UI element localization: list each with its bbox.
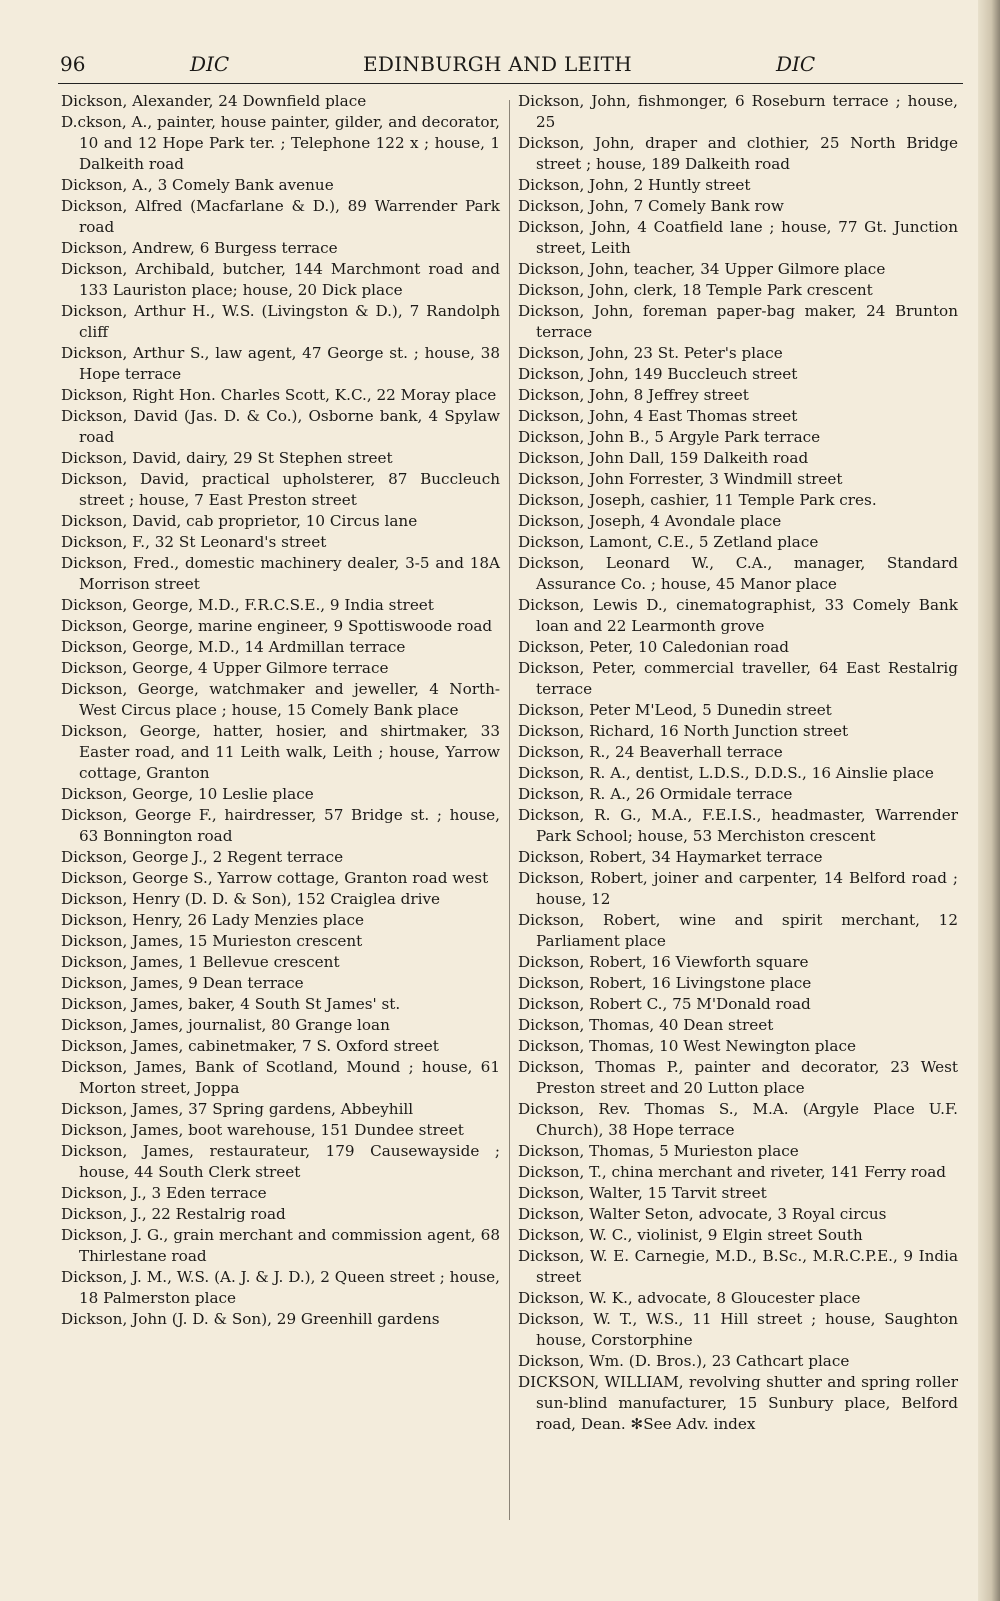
column-divider <box>509 100 510 1520</box>
directory-entry: Dickson, Alfred (Macfarlane & D.), 89 Warrender Park road <box>61 197 500 236</box>
directory-entry: Dickson, Joseph, cashier, 11 Temple Park cres. <box>518 491 877 509</box>
directory-entry: Dickson, James, 37 Spring gardens, Abbeyhill <box>61 1100 414 1118</box>
directory-entry: Dickson, Robert, 34 Haymarket terrace <box>518 848 823 866</box>
directory-entry: Dickson, John Forrester, 3 Windmill street <box>518 470 843 488</box>
directory-entry: Dickson, W. K., advocate, 8 Gloucester place <box>518 1289 861 1307</box>
directory-entry: Dickson, Alexander, 24 Downfield place <box>61 92 367 110</box>
directory-entry: Dickson, John, 149 Buccleuch street <box>518 365 798 383</box>
header-rule <box>58 83 963 84</box>
directory-entry: Dickson, Arthur H., W.S. (Livingston & D.), 7 Randolph cliff <box>61 302 500 341</box>
page-header <box>58 52 960 82</box>
directory-entry: Dickson, J., 22 Restalrig road <box>61 1205 286 1223</box>
directory-entry: Dickson, James, 9 Dean terrace <box>61 974 304 992</box>
directory-entry: Dickson, Joseph, 4 Avondale place <box>518 512 782 530</box>
directory-entry: Dickson, John, fishmonger, 6 Roseburn terrace ; house, 25 <box>518 92 958 131</box>
directory-entry: Dickson, George S., Yarrow cottage, Granton road west <box>61 869 489 887</box>
directory-entry: Dickson, James, journalist, 80 Grange loan <box>61 1016 390 1034</box>
directory-entry: Dickson, James, 15 Murieston crescent <box>61 932 363 950</box>
directory-entry: Dickson, John, foreman paper-bag maker, 24 Brunton terrace <box>518 302 958 341</box>
directory-entry: Dickson, John, teacher, 34 Upper Gilmore place <box>518 260 886 278</box>
directory-entry: Dickson, John Dall, 159 Dalkeith road <box>518 449 809 467</box>
page-number: 96 <box>60 52 86 76</box>
directory-entry: Dickson, Walter Seton, advocate, 3 Royal circus <box>518 1205 887 1223</box>
directory-entry: Dickson, Leonard W., C.A., manager, Standard Assurance Co. ; house, 45 Manor place <box>518 554 958 593</box>
directory-entry: Dickson, R. G., M.A., F.E.I.S., headmaster, Warrender Park School; house, 53 Merchiston crescent <box>518 806 958 845</box>
directory-entry: Dickson, R. A., 26 Ormidale terrace <box>518 785 793 803</box>
directory-entry: Dickson, R., 24 Beaverhall terrace <box>518 743 783 761</box>
directory-entry: Dickson, A., 3 Comely Bank avenue <box>61 176 334 194</box>
directory-entry: Dickson, John, 23 St. Peter's place <box>518 344 783 362</box>
page-title: EDINBURGH AND LEITH <box>363 52 633 76</box>
directory-entry: Dickson, James, boot warehouse, 151 Dundee street <box>61 1121 464 1139</box>
page-edge <box>978 0 1000 1601</box>
directory-entry: Dickson, John, draper and clothier, 25 North Bridge street ; house, 189 Dalkeith road <box>518 134 958 173</box>
directory-entry: Dickson, Right Hon. Charles Scott, K.C., 22 Moray place <box>61 386 497 404</box>
directory-entry: Dickson, T., china merchant and riveter, 141 Ferry road <box>518 1163 947 1181</box>
directory-entry: Dickson, J., 3 Eden terrace <box>61 1184 267 1202</box>
right-column <box>518 91 958 1435</box>
directory-entry: Dickson, W. E. Carnegie, M.D., B.Sc., M.R.C.P.E., 9 India street <box>518 1247 958 1286</box>
directory-entry: Dickson, J. G., grain merchant and commission agent, 68 Thirlestane road <box>61 1226 500 1265</box>
directory-entry: Dickson, John, 4 Coatfield lane ; house, 77 Gt. Junction street, Leith <box>518 218 958 257</box>
directory-entry: Dickson, James, cabinetmaker, 7 S. Oxford street <box>61 1037 439 1055</box>
directory-entry: Dickson, Lewis D., cinematographist, 33 Comely Bank loan and 22 Learmonth grove <box>518 596 958 635</box>
directory-entry: Dickson, David (Jas. D. & Co.), Osborne bank, 4 Spylaw road <box>61 407 500 446</box>
directory-entry: DICKSON, WILLIAM, revolving shutter and spring roller sun-blind manufacturer, 15 Sunbury place, Belford road, Dean. ✻See Adv. index <box>518 1373 958 1433</box>
directory-entry: Dickson, Thomas, 10 West Newington place <box>518 1037 856 1055</box>
directory-entry: Dickson, George, marine engineer, 9 Spottiswoode road <box>61 617 493 635</box>
directory-entry: Dickson, David, cab proprietor, 10 Circus lane <box>61 512 418 530</box>
directory-entry: Dickson, Arthur S., law agent, 47 George st. ; house, 38 Hope terrace <box>61 344 500 383</box>
directory-entry: Dickson, John, 7 Comely Bank row <box>518 197 784 215</box>
directory-entry: D.ckson, A., painter, house painter, gilder, and decorator, 10 and 12 Hope Park ter. ; Telephone 122 x ; house, 1 Dalkeith road <box>61 113 500 173</box>
directory-entry: Dickson, John, 4 East Thomas street <box>518 407 798 425</box>
directory-entry: Dickson, J. M., W.S. (A. J. & J. D.), 2 Queen street ; house, 18 Palmerston place <box>61 1268 500 1307</box>
directory-entry: Dickson, W. C., violinist, 9 Elgin street South <box>518 1226 863 1244</box>
directory-entry: Dickson, Robert, joiner and carpenter, 14 Belford road ; house, 12 <box>518 869 958 908</box>
directory-entry: Dickson, Thomas, 5 Murieston place <box>518 1142 799 1160</box>
directory-entry: Dickson, Thomas, 40 Dean street <box>518 1016 774 1034</box>
directory-entry: Dickson, Walter, 15 Tarvit street <box>518 1184 767 1202</box>
directory-entry: Dickson, James, baker, 4 South St James' st. <box>61 995 401 1013</box>
left-column <box>61 91 500 1330</box>
directory-entry: Dickson, George, M.D., 14 Ardmillan terrace <box>61 638 406 656</box>
directory-entry: Dickson, George, hatter, hosier, and shirtmaker, 33 Easter road, and 11 Leith walk, Leith ; house, Yarrow cottage, Granton <box>61 722 500 782</box>
directory-entry: Dickson, Robert, 16 Viewforth square <box>518 953 809 971</box>
directory-entry: Dickson, John, 8 Jeffrey street <box>518 386 749 404</box>
directory-entry: Dickson, Robert C., 75 M'Donald road <box>518 995 811 1013</box>
directory-entry: Dickson, Lamont, C.E., 5 Zetland place <box>518 533 819 551</box>
directory-entry: Dickson, Fred., domestic machinery dealer, 3-5 and 18A Morrison street <box>61 554 500 593</box>
directory-entry: Dickson, Henry (D. D. & Son), 152 Craiglea drive <box>61 890 441 908</box>
directory-entry: Dickson, Robert, wine and spirit merchant, 12 Parliament place <box>518 911 958 950</box>
directory-entry: Dickson, George, 10 Leslie place <box>61 785 314 803</box>
directory-entry: Dickson, David, dairy, 29 St Stephen street <box>61 449 393 467</box>
directory-entry: Dickson, George F., hairdresser, 57 Bridge st. ; house, 63 Bonnington road <box>61 806 500 845</box>
directory-entry: Dickson, Richard, 16 North Junction street <box>518 722 849 740</box>
directory-entry: Dickson, George, M.D., F.R.C.S.E., 9 India street <box>61 596 434 614</box>
directory-entry: Dickson, John, 2 Huntly street <box>518 176 751 194</box>
directory-entry: Dickson, W. T., W.S., 11 Hill street ; house, Saughton house, Corstorphine <box>518 1310 958 1349</box>
directory-entry: Dickson, R. A., dentist, L.D.S., D.D.S., 16 Ainslie place <box>518 764 934 782</box>
directory-entry: Dickson, Rev. Thomas S., M.A. (Argyle Place U.F. Church), 38 Hope terrace <box>518 1100 958 1139</box>
directory-entry: Dickson, Wm. (D. Bros.), 23 Cathcart place <box>518 1352 850 1370</box>
directory-entry: Dickson, Peter, commercial traveller, 64 East Restalrig terrace <box>518 659 958 698</box>
directory-entry: Dickson, Andrew, 6 Burgess terrace <box>61 239 338 257</box>
directory-entry: Dickson, David, practical upholsterer, 87 Buccleuch street ; house, 7 East Preston street <box>61 470 500 509</box>
directory-entry: Dickson, Peter, 10 Caledonian road <box>518 638 789 656</box>
directory-entry: Dickson, John, clerk, 18 Temple Park crescent <box>518 281 873 299</box>
directory-entry: Dickson, Thomas P., painter and decorator, 23 West Preston street and 20 Lutton place <box>518 1058 958 1097</box>
directory-entry: Dickson, James, Bank of Scotland, Mound ; house, 61 Morton street, Joppa <box>61 1058 500 1097</box>
directory-entry: Dickson, Peter M'Leod, 5 Dunedin street <box>518 701 832 719</box>
left-guide-word: DIC <box>190 52 230 76</box>
directory-entry: Dickson, George J., 2 Regent terrace <box>61 848 344 866</box>
directory-entry: Dickson, James, 1 Bellevue crescent <box>61 953 340 971</box>
directory-entry: Dickson, Henry, 26 Lady Menzies place <box>61 911 364 929</box>
right-guide-word: DIC <box>776 52 816 76</box>
directory-entry: Dickson, F., 32 St Leonard's street <box>61 533 327 551</box>
directory-entry: Dickson, Archibald, butcher, 144 Marchmont road and 133 Lauriston place; house, 20 Dick place <box>61 260 500 299</box>
directory-entry: Dickson, George, 4 Upper Gilmore terrace <box>61 659 389 677</box>
directory-entry: Dickson, Robert, 16 Livingstone place <box>518 974 812 992</box>
directory-entry: Dickson, James, restaurateur, 179 Causewayside ; house, 44 South Clerk street <box>61 1142 500 1181</box>
directory-entry: Dickson, John (J. D. & Son), 29 Greenhill gardens <box>61 1310 440 1328</box>
directory-entry: Dickson, John B., 5 Argyle Park terrace <box>518 428 821 446</box>
directory-entry: Dickson, George, watchmaker and jeweller, 4 North-West Circus place ; house, 15 Comely Bank place <box>61 680 500 719</box>
